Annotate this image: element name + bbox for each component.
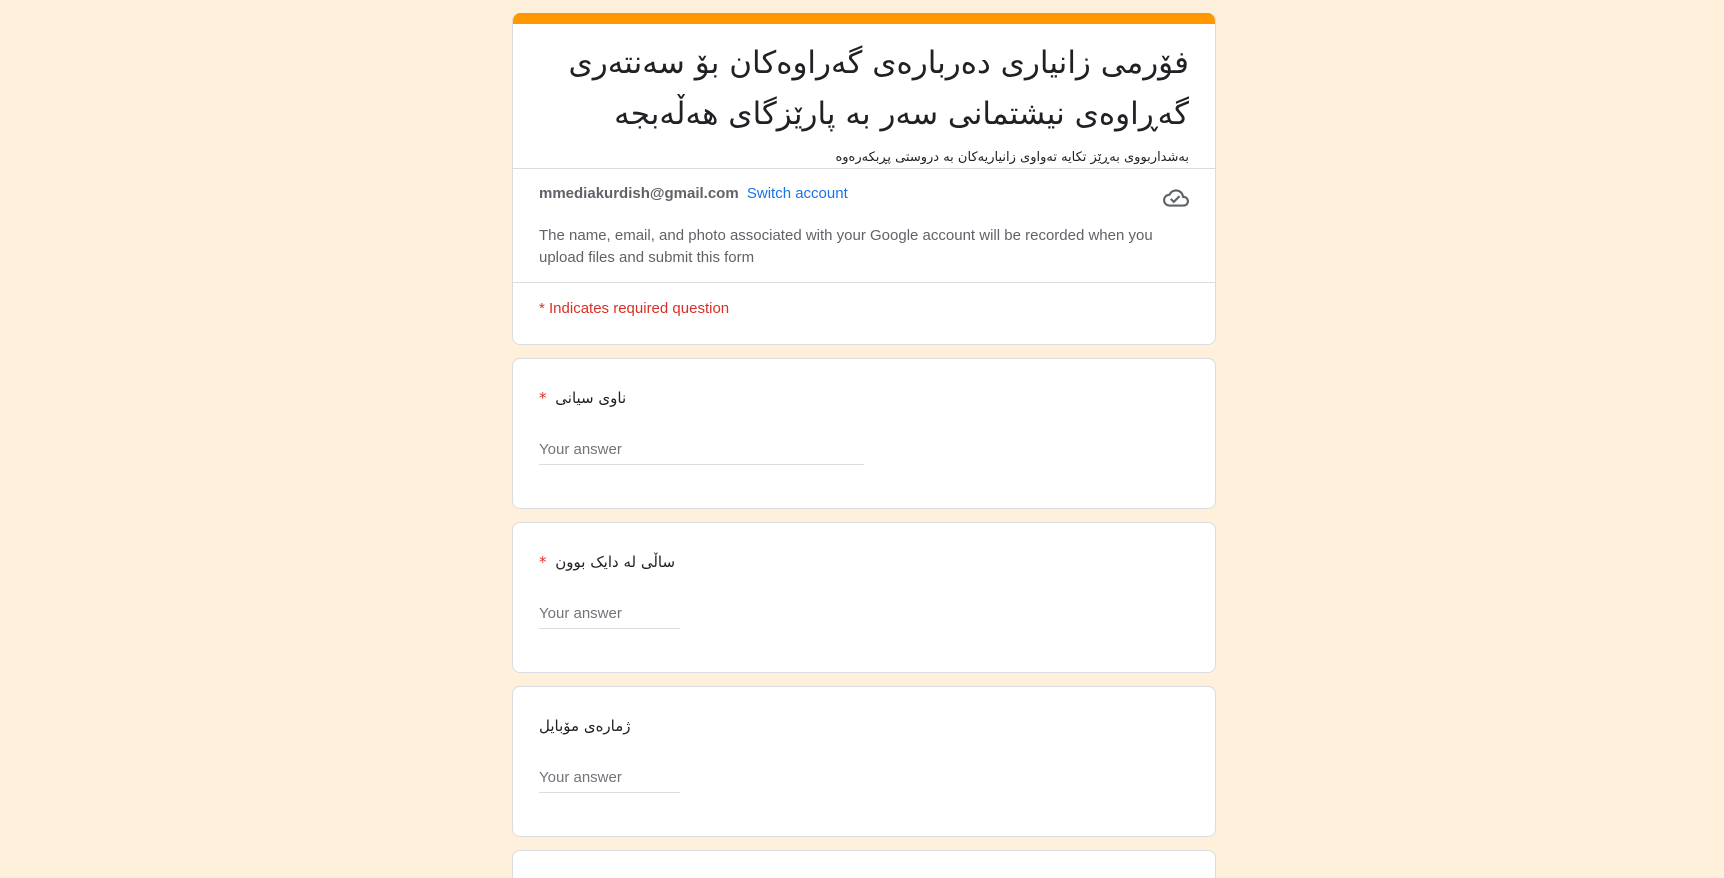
form-description: بەشداربووی بەڕێز تکایە تەواوی زانیاریەکان بە دروستی پڕبکەرەوە (835, 150, 1189, 165)
cloud-check-icon[interactable] (1163, 185, 1189, 211)
form-column (512, 13, 1216, 878)
account-block (513, 169, 1215, 283)
question-label: ساڵی لە دایک بوون (555, 553, 676, 571)
question-title (539, 551, 675, 573)
title-block (513, 24, 1215, 169)
question-label: ژمارەی مۆبایل (539, 717, 631, 735)
account-line (539, 183, 1189, 205)
required-note: * Indicates required question (539, 300, 730, 317)
answer-underline (539, 441, 864, 465)
answer-underline (539, 605, 680, 629)
required-star: * (539, 553, 547, 571)
required-block (513, 283, 1215, 333)
form-header-card (512, 13, 1216, 345)
accent-bar (513, 13, 1215, 24)
form-title: فۆرمی زانیاری دەربارەی گەراوەکان بۆ سەنتەری گەڕاوەی نیشتمانی سەر بە پارێزگای هەڵەبجە (568, 45, 1189, 132)
question-card-birth-year (512, 522, 1216, 673)
question-title (539, 387, 626, 409)
full-name-input[interactable] (539, 441, 864, 464)
question-card-next (512, 850, 1216, 878)
account-email: mmediakurdish@gmail.com (539, 185, 739, 202)
question-title (539, 715, 631, 737)
switch-account-link[interactable]: Switch account (746, 185, 848, 202)
privacy-note: The name, email, and photo associated with your Google account will be recorded when you upload files and submit this form (539, 227, 1153, 266)
mobile-number-input[interactable] (539, 769, 680, 792)
question-label: ناوی سیانی (555, 389, 627, 407)
answer-underline (539, 769, 680, 793)
birth-year-input[interactable] (539, 605, 680, 628)
required-star: * (539, 389, 547, 407)
question-card-full-name (512, 358, 1216, 509)
question-card-mobile (512, 686, 1216, 837)
